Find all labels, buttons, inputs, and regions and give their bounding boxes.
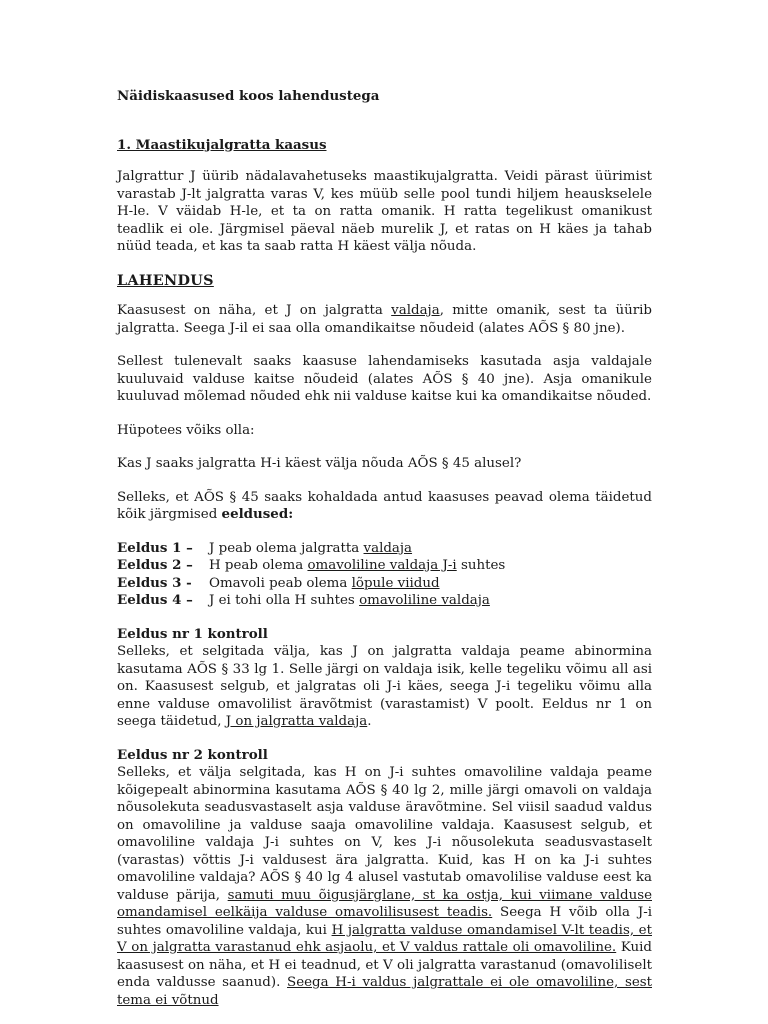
condition-row: [117, 557, 652, 575]
check2-text: Selleks, et välja selgitada, kas H on J-i suhtes omavoliline valdaja peame kõigepealt abinormina kasutama AÕS § 40 lg 2, mille järgi omavoli on valdaja nõusolekuta seadusvastaselt asja valduse äravõtmine. Sel viisil saadud valdus on omavoliline ja valduse saaja omavoliline valdaja. Kaasusest selgub, et omavoliline valdaja J-i suhtes on V, kes J-i nõusolekuta seadusvastaselt (varastas) võttis J-i valdusest ära jalgratta. Kuid, kas H on ka J-i suhtes omavoliline valdaja? AÕS § 40 lg 4 alusel vastutab omavolilise valduse eest ka valduse pärija, samuti muu õigusjärglane, st ka ostja, kui viimane valduse omandamisel eelkäija valduse omavolilisusest teadis. Seega H võib olla J-i suhtes omavoliline valdaja, kui H jalgratta valduse omandamisel V-lt teadis, et V on jalgratta varastanud ehk asjaolu, et V valdus rattale oli omavoliline. Kuid kaasusest on näha, et H ei teadnud, et V oli jalgratta varastanud (omavoliliselt enda valdusse saanud). Seega H-i valdus jalgrattale ei ole omavoliline, sest tema ei võtnud: [117, 765, 653, 1008]
paragraph-possession-protection: Sellest tulenevalt saaks kaasuse lahendamiseks kasutada asja valdajale kuuluvaid valduse kaitse nõudeid (alates AÕS § 40 jne). Asja omanikule kuuluvad mõlemad nõuded ehk nii valduse kaitse kui ka omandikaitse nõuded.: [117, 354, 652, 404]
case-heading: 1. Maastikujalgratta kaasus: [117, 136, 327, 153]
paragraph-owner-vs-possessor: Kaasusest on näha, et J on jalgratta valdaja, mitte omanik, sest ta üürib jalgratta. Seega J-il ei saa olla omandikaitse nõudeid (alates AÕS § 80 jne).: [117, 303, 652, 336]
condition-text: H peab olema omavoliline valdaja J-i suhtes: [209, 558, 506, 573]
solution-heading: LAHENDUS: [117, 271, 214, 289]
condition-text: J peab olema jalgratta valdaja: [209, 540, 413, 556]
check1-heading: Eeldus nr 1 kontroll: [117, 625, 268, 642]
paragraph-hypothesis-intro: Hüpotees võiks olla:: [117, 422, 255, 438]
check2-heading: Eeldus nr 2 kontroll: [117, 746, 268, 763]
condition-label: Eeldus 1 –: [117, 539, 193, 556]
case-text: Jalgrattur J üürib nädalavahetuseks maastikujalgratta. Veidi pärast üürimist varastab J-lt jalgratta varas V, kes müüb selle pool tundi hiljem heauskselele H-le. V väidab H-le, et ta on ratta omanik. H ratta tegelikust omanikust teadlik ei ole. Järgmisel päeval näeb murelik J, et ratas on H käes ja tahab nüüd teada, et kas ta saab ratta H käest välja nõuda.: [117, 169, 652, 254]
condition-label: Eeldus 2 –: [117, 557, 193, 573]
paragraph-conditions-intro: Selleks, et AÕS § 45 saaks kohaldada antud kaasuses peavad olema täidetud kõik järgmised eeldused:: [117, 489, 652, 522]
paragraph-hypothesis: Kas J saaks jalgratta H-i käest välja nõuda AÕS § 45 alusel?: [117, 456, 522, 471]
document-body: [117, 88, 652, 1009]
condition-label: Eeldus 3 -: [117, 574, 192, 591]
underlined-term: valdaja: [391, 303, 440, 318]
condition-row: [117, 592, 652, 610]
condition-text: J ei tohi olla H suhtes omavoliline valdaja: [209, 593, 490, 608]
condition-row: [117, 575, 652, 593]
condition-label: Eeldus 4 –: [117, 592, 193, 608]
document-title: Näidiskaasused koos lahendustega: [117, 88, 380, 104]
condition-text: Omavoli peab olema lõpule viidud: [209, 575, 440, 591]
conditions-list: [117, 540, 652, 610]
condition-row: [117, 540, 652, 558]
check1-text: Selleks, et selgitada välja, kas J on jalgratta valdaja peame abinormina kasutama AÕS § 33 lg 1. Selle järgi on valdaja isik, kelle tegeliku võimu all asi on. Kaasusest selgub, et jalgratas oli J-i käes, seega J-i tegeliku võimu alla enne valduse omavolilist äravõtmist (varastamist) V poolt. Eeldus nr 1 on seega täidetud, J on jalgratta valdaja.: [117, 644, 652, 729]
